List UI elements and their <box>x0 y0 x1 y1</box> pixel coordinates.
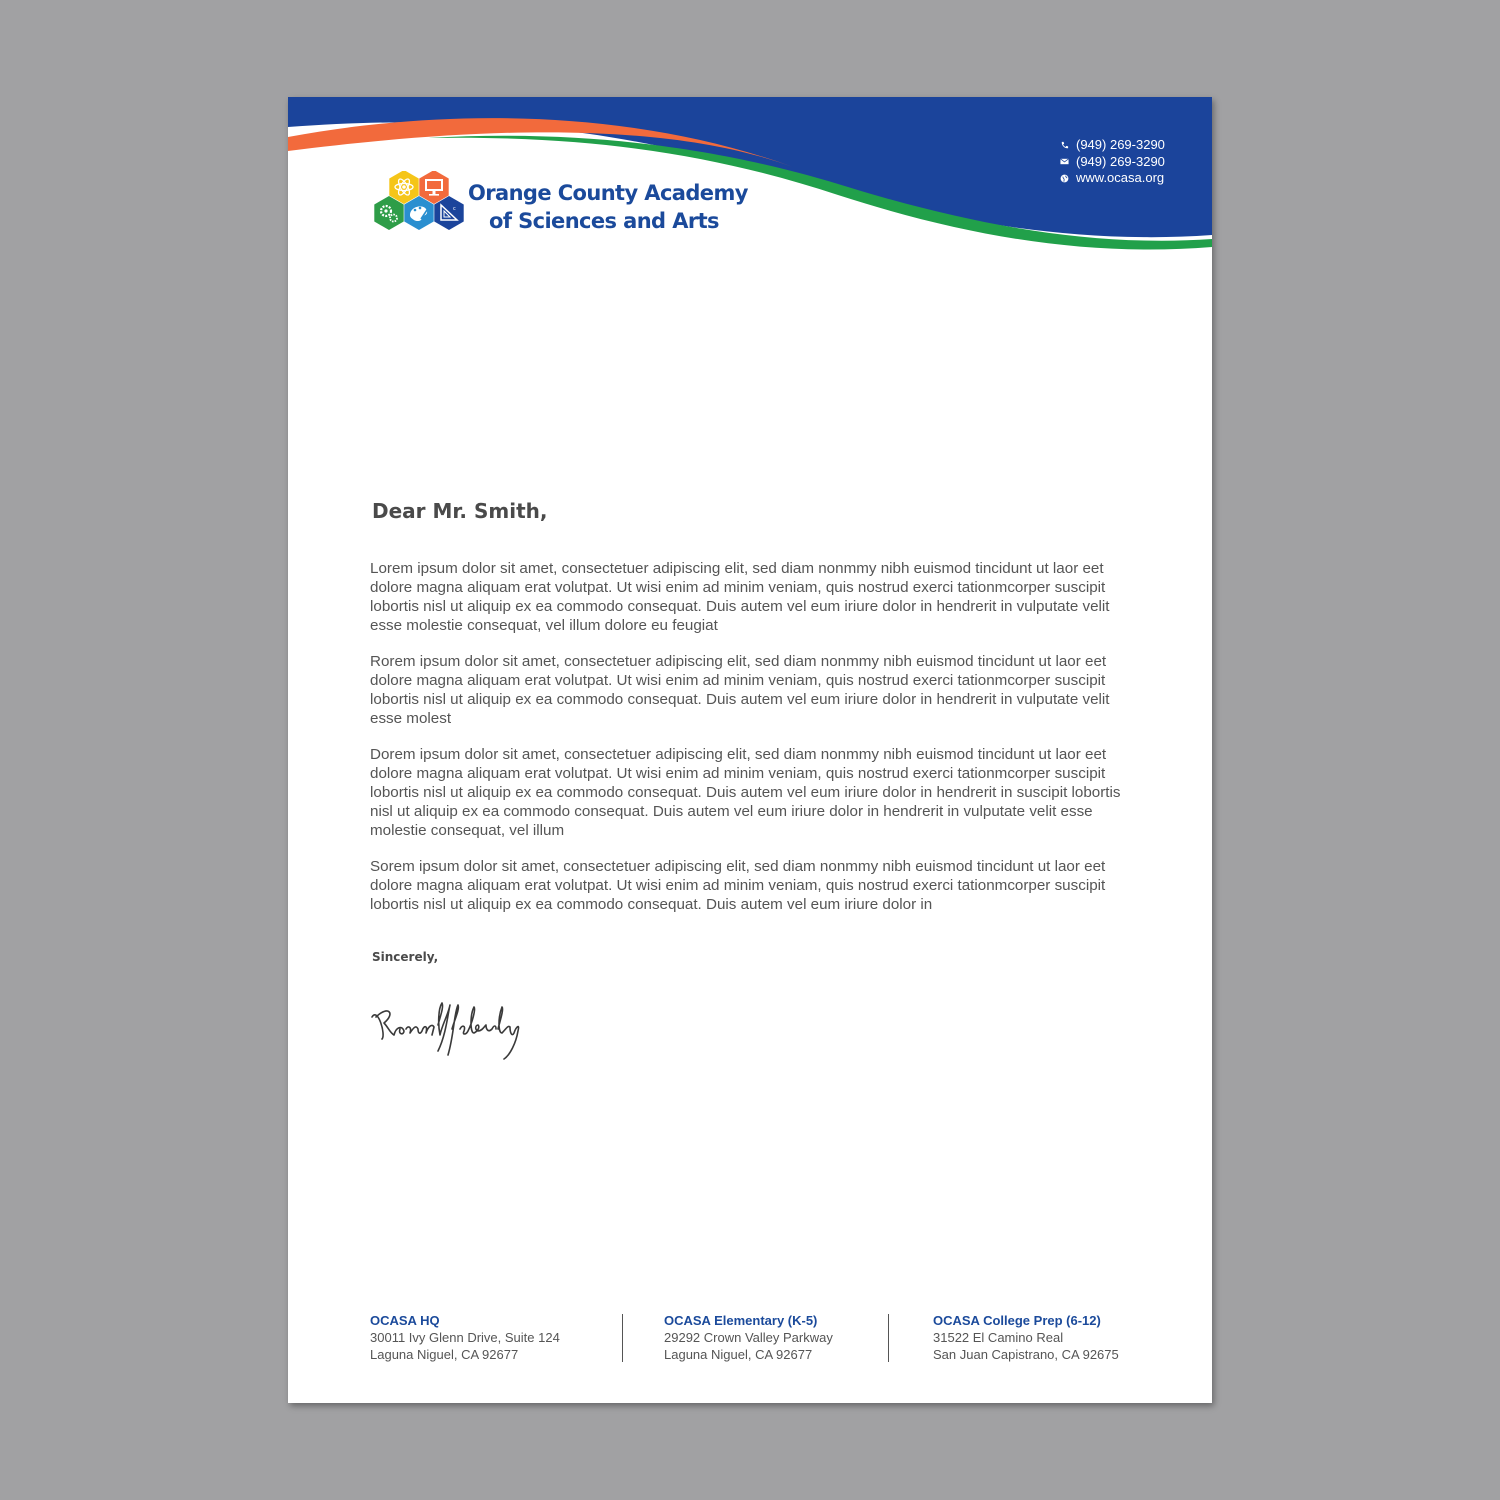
office-address-line1: 31522 El Camino Real <box>933 1330 1064 1345</box>
svg-text:c: c <box>453 206 456 212</box>
footer-offices <box>288 1312 1212 1368</box>
office-address-line1: 29292 Crown Valley Parkway <box>664 1330 833 1345</box>
footer-divider <box>888 1314 889 1362</box>
letter-closing: Sincerely, <box>372 950 439 964</box>
letter-paragraph: Sorem ipsum dolor sit amet, consectetuer adipiscing elit, sed diam nonmmy nibh euismod tincidunt ut laor eet dolore magna aliquam erat volutpat. Ut wisi enim ad minim veniam, quis nostrud exerci tationmcorper suscipit lobortis nisl ut aliquip ex ea commodo consequat. Duis autem vel eum iriure dolor in <box>370 858 1106 913</box>
footer-divider <box>622 1314 623 1362</box>
contact-block <box>1060 137 1165 187</box>
office-name: OCASA Elementary (K-5) <box>664 1313 818 1328</box>
office-address-line1: 30011 Ivy Glenn Drive, Suite 124 <box>370 1330 560 1345</box>
office-name: OCASA HQ <box>370 1313 440 1328</box>
office-address-line2: Laguna Niguel, CA 92677 <box>370 1347 519 1362</box>
contact-phone-text[interactable]: (949) 269-3290 <box>1076 137 1165 152</box>
letter-body <box>370 559 1132 931</box>
globe-icon <box>1060 174 1069 183</box>
contact-website-link[interactable]: www.ocasa.org <box>1076 170 1165 185</box>
letter-paragraph: Dorem ipsum dolor sit amet, consectetuer adipiscing elit, sed diam nonmmy nibh euismod tincidunt ut laor eet dolore magna aliquam erat volutpat. Ut wisi enim ad minim veniam, quis nostrud exerci tationmcorper suscipit lobortis nisl ut aliquip ex ea commodo consequat. Duis autem vel eum iriure dolor in hendrerit in suscipit lobortis nisl ut aliquip ex ea commodo consequat. Duis autem vel eum iriure dolor in hendrerit in vulputate velit esse molestie consequat, vel illum <box>370 746 1121 839</box>
handwritten-signature <box>368 995 538 1065</box>
school-name-line1: Orange County Academy <box>468 181 748 205</box>
letterhead-page <box>288 97 1212 1403</box>
school-name-line2: of Sciences and Arts <box>489 209 719 233</box>
office-college-prep <box>933 1312 1119 1363</box>
school-logo <box>370 171 748 245</box>
contact-email-text[interactable]: (949) 269-3290 <box>1076 153 1165 169</box>
contact-email <box>1060 154 1165 171</box>
letter-paragraph: Lorem ipsum dolor sit amet, consectetuer adipiscing elit, sed diam nonmmy nibh euismod tincidunt ut laor eet dolore magna aliquam erat volutpat. Ut wisi enim ad minim veniam, quis nostrud exerci tationmcorper suscipit lobortis nisl ut aliquip ex ea commodo consequat. Duis autem vel eum iriure dolor in hendrerit in vulputate velit esse molestie consequat, vel illum dolore eu feugiat <box>370 560 1110 634</box>
office-name: OCASA College Prep (6-12) <box>933 1313 1101 1328</box>
contact-website <box>1060 170 1165 187</box>
office-hq <box>370 1312 560 1363</box>
phone-icon <box>1060 141 1069 150</box>
office-address-line2: San Juan Capistrano, CA 92675 <box>933 1347 1119 1362</box>
envelope-icon <box>1060 157 1069 166</box>
letter-greeting: Dear Mr. Smith, <box>372 499 548 523</box>
office-elementary <box>664 1312 833 1363</box>
contact-phone <box>1060 137 1165 154</box>
school-name <box>468 179 748 235</box>
letter-paragraph: Rorem ipsum dolor sit amet, consectetuer adipiscing elit, sed diam nonmmy nibh euismod tincidunt ut laor eet dolore magna aliquam erat volutpat. Ut wisi enim ad minim veniam, quis nostrud exerci tationmcorper suscipit lobortis nisl ut aliquip ex ea commodo consequat. Duis autem vel eum iriure dolor in hendrerit in vulputate velit esse molest <box>370 653 1110 727</box>
office-address-line2: Laguna Niguel, CA 92677 <box>664 1347 813 1362</box>
logo-hexagons <box>370 171 470 245</box>
